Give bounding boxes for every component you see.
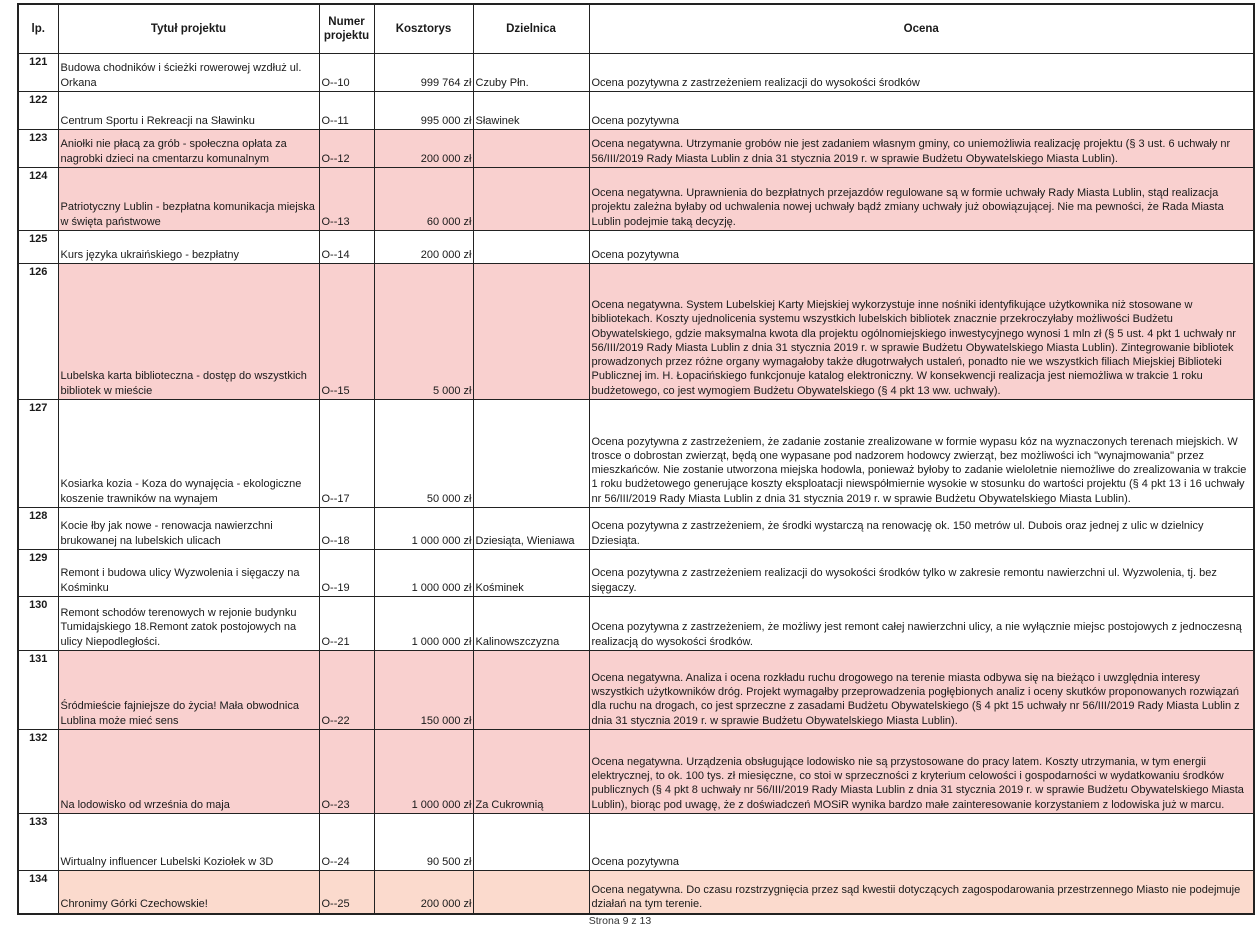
row-lp: 133 — [18, 814, 58, 871]
row-lp: 129 — [18, 550, 58, 597]
table-row — [18, 168, 1254, 231]
table-row — [18, 130, 1254, 168]
table-row — [18, 651, 1254, 730]
row-lp: 134 — [18, 871, 58, 914]
row-title: Aniołki nie płacą za grób - społeczna opłata za nagrobki dzieci na cmentarzu komunalnym — [58, 130, 319, 168]
row-district: Kośminek — [473, 550, 589, 597]
row-cost: 1 000 000 zł — [374, 730, 473, 814]
row-cost: 90 500 zł — [374, 814, 473, 871]
row-lp: 128 — [18, 508, 58, 550]
row-title: Kosiarka kozia - Koza do wynajęcia - ekologiczne koszenie trawników na wynajem — [58, 400, 319, 508]
header-number: Numer projektu — [319, 4, 374, 54]
row-cost: 200 000 zł — [374, 231, 473, 264]
row-evaluation: Ocena pozytywna z zastrzeżeniem realizacji do wysokości środków — [589, 54, 1254, 92]
row-cost: 50 000 zł — [374, 400, 473, 508]
row-evaluation: Ocena pozytywna — [589, 814, 1254, 871]
row-evaluation: Ocena negatywna. Analiza i ocena rozkładu ruchu drogowego na terenie miasta odbywa się na bieżąco i uwzględnia interesy wszystkich użytkowników dróg. Projekt wymagałby przeprowadzenia pogłębionych analiz i oceny skutków proponowanych rozwiązań dla ruchu na drogach, co jest sprzeczne z zasadami Budżetu Obywatelskiego (§ 4 pkt 15 uchwały nr 56/III/2019 Rady Miasta Lublin z dnia 31 stycznia 2019 r. w sprawie Budżetu Obywatelskiego Miasta Lublin). — [589, 651, 1254, 730]
table-header — [18, 4, 1254, 54]
row-district: Czuby Płn. — [473, 54, 589, 92]
page-number: Strona 9 z 13 — [588, 915, 652, 927]
row-number: O--11 — [319, 92, 374, 130]
row-cost: 995 000 zł — [374, 92, 473, 130]
row-title: Budowa chodników i ścieżki rowerowej wzdłuż ul. Orkana — [58, 54, 319, 92]
table-row — [18, 871, 1254, 914]
header-lp: lp. — [18, 4, 58, 54]
row-evaluation: Ocena negatywna. System Lubelskiej Karty Miejskiej wykorzystuje inne nośniki identyfikujące użytkownika niż stosowane w bibliotekach. Koszty ujednolicenia systemu wszystkich lubelskich bibliotek znacznie przekroczyłaby możliwości Budżetu Obywatelskiego, gdzie maksymalna kwota dla projektu ogólnomiejskiego inwestycyjnego wynosi 1 mln zł (§ 5 ust. 4 pkt 1 uchwały nr 56/III/2019 Rady Miasta Lublin z dnia 31 stycznia 2019 r. w sprawie Budżetu Obywatelskiego Miasta Lublin). Zintegrowanie bibliotek prowadzonych przez różne organy wymagałoby także długotrwałych ustaleń, ponadto nie we wszystkich filiach Miejskiej Biblioteki Publicznej im. H. Łopacińskiego funkcjonuje katalog elektroniczny. W konsekwencji realizacja jest niemożliwa w trakcie 1 roku budżetowego, co jest wymogiem Budżetu Obywatelskiego (§ 4 pkt 13 ww. uchwały). — [589, 264, 1254, 400]
row-district: Dziesiąta, Wieniawa — [473, 508, 589, 550]
row-number: O--25 — [319, 871, 374, 914]
row-district — [473, 400, 589, 508]
row-number: O--12 — [319, 130, 374, 168]
row-number: O--24 — [319, 814, 374, 871]
header-cost: Kosztorys — [374, 4, 473, 54]
row-lp: 131 — [18, 651, 58, 730]
row-title: Lubelska karta biblioteczna - dostęp do wszystkich bibliotek w mieście — [58, 264, 319, 400]
row-evaluation: Ocena pozytywna — [589, 231, 1254, 264]
row-evaluation: Ocena pozytywna z zastrzeżeniem, że środki wystarczą na renowację ok. 150 metrów ul. Dubois oraz jednej z ulic w dzielnicy Dziesiąta. — [589, 508, 1254, 550]
row-evaluation: Ocena pozytywna z zastrzeżeniem realizacji do wysokości środków tylko w zakresie remontu nawierzchni ul. Wyzwolenia, tj. bez sięgaczy. — [589, 550, 1254, 597]
table-row — [18, 54, 1254, 92]
table-row — [18, 92, 1254, 130]
header-evaluation: Ocena — [589, 4, 1254, 54]
row-district: Za Cukrownią — [473, 730, 589, 814]
row-cost: 60 000 zł — [374, 168, 473, 231]
row-cost: 5 000 zł — [374, 264, 473, 400]
row-evaluation: Ocena negatywna. Utrzymanie grobów nie jest zadaniem własnym gminy, co uniemożliwia realizację projektu (§ 3 ust. 6 uchwały nr 56/III/2019 Rady Miasta Lublin z dnia 31 stycznia 2019 r. w sprawie Budżetu Obywatelskiego Miasta Lublin). — [589, 130, 1254, 168]
row-cost: 200 000 zł — [374, 871, 473, 914]
row-number: O--18 — [319, 508, 374, 550]
row-cost: 1 000 000 zł — [374, 550, 473, 597]
row-number: O--22 — [319, 651, 374, 730]
row-number: O--14 — [319, 231, 374, 264]
row-title: Remont i budowa ulicy Wyzwolenia i sięgaczy na Kośminku — [58, 550, 319, 597]
row-number: O--17 — [319, 400, 374, 508]
row-title: Remont schodów terenowych w rejonie budynku Tumidajskiego 18.Remont zatok postojowych na ulicy Niepodległości. — [58, 597, 319, 651]
table-row — [18, 597, 1254, 651]
row-lp: 125 — [18, 231, 58, 264]
row-evaluation: Ocena negatywna. Do czasu rozstrzygnięcia przez sąd kwestii dotyczących zagospodarowania przestrzennego Miasto nie podejmuje działań na tym terenie. — [589, 871, 1254, 914]
row-lp: 123 — [18, 130, 58, 168]
row-lp: 132 — [18, 730, 58, 814]
row-district — [473, 651, 589, 730]
row-cost: 1 000 000 zł — [374, 508, 473, 550]
row-number: O--13 — [319, 168, 374, 231]
row-cost: 999 764 zł — [374, 54, 473, 92]
table-row — [18, 231, 1254, 264]
table-row — [18, 550, 1254, 597]
row-lp: 126 — [18, 264, 58, 400]
table-row — [18, 730, 1254, 814]
row-evaluation: Ocena pozytywna z zastrzeżeniem, że zadanie zostanie zrealizowane w formie wypasu kóz na wyznaczonych terenach miejskich. W trosce o dobrostan zwierząt, będą one wypasane pod nadzorem hodowcy zwierząt, bez możliwości ich "wynajmowania" przez mieszkańców. Nie zostanie utworzona miejska hodowla, ponieważ byłoby to zadanie wieloletnie niemożliwe do zrealizowania w trakcie 1 roku budżetowego generujące koszty eksploatacji niewspółmiernie wysokie w stosunku do wartości projektu (§ 4 pkt 13 i 16 uchwały nr 56/III/2019 Rady Miasta Lublin z dnia 31 stycznia 2019 r. w sprawie Budżetu Obywatelskiego Miasta Lublin). — [589, 400, 1254, 508]
row-title: Na lodowisko od września do maja — [58, 730, 319, 814]
row-cost: 200 000 zł — [374, 130, 473, 168]
row-number: O--21 — [319, 597, 374, 651]
row-number: O--19 — [319, 550, 374, 597]
row-evaluation: Ocena pozytywna z zastrzeżeniem, że możliwy jest remont całej nawierzchni ulicy, a nie wyłącznie miejsc postojowych z jednoczesną realizacją do wysokości środków. — [589, 597, 1254, 651]
row-lp: 121 — [18, 54, 58, 92]
row-title: Kurs języka ukraińskiego - bezpłatny — [58, 231, 319, 264]
row-lp: 124 — [18, 168, 58, 231]
projects-table — [17, 3, 1255, 915]
table-row — [18, 400, 1254, 508]
row-title: Patriotyczny Lublin - bezpłatna komunikacja miejska w święta państwowe — [58, 168, 319, 231]
row-number: O--23 — [319, 730, 374, 814]
row-district: Kalinowszczyzna — [473, 597, 589, 651]
row-district — [473, 168, 589, 231]
row-district — [473, 871, 589, 914]
row-district — [473, 264, 589, 400]
table-row — [18, 264, 1254, 400]
row-title: Centrum Sportu i Rekreacji na Sławinku — [58, 92, 319, 130]
header-district: Dzielnica — [473, 4, 589, 54]
row-number: O--15 — [319, 264, 374, 400]
row-title: Wirtualny influencer Lubelski Koziołek w 3D — [58, 814, 319, 871]
row-district — [473, 130, 589, 168]
row-evaluation: Ocena pozytywna — [589, 92, 1254, 130]
row-evaluation: Ocena negatywna. Urządzenia obsługujące lodowisko nie są przystosowane do pracy latem. Koszty utrzymania, w tym energii elektrycznej, to ok. 100 tys. zł miesięczne, co stoi w sprzeczności z kryterium celowości i gospodarności w wydatkowaniu środków publicznych (§ 4 pkt 8 uchwały nr 56/III/2019 Rady Miasta Lublin z dnia 31 stycznia 2019 r. w sprawie Budżetu Obywatelskiego Miasta Lublin), biorąc pod uwagę, że z doświadczeń MOSiR wynika bardzo małe zainteresowanie korzystaniem z lodowiska już w marcu. — [589, 730, 1254, 814]
row-district: Sławinek — [473, 92, 589, 130]
row-title: Chronimy Górki Czechowskie! — [58, 871, 319, 914]
table-row — [18, 508, 1254, 550]
table-row — [18, 814, 1254, 871]
row-lp: 122 — [18, 92, 58, 130]
row-district — [473, 814, 589, 871]
row-number: O--10 — [319, 54, 374, 92]
row-cost: 1 000 000 zł — [374, 597, 473, 651]
row-lp: 127 — [18, 400, 58, 508]
row-title: Śródmieście fajniejsze do życia! Mała obwodnica Lublina może mieć sens — [58, 651, 319, 730]
header-title: Tytuł projektu — [58, 4, 319, 54]
row-title: Kocie łby jak nowe - renowacja nawierzchni brukowanej na lubelskich ulicach — [58, 508, 319, 550]
row-cost: 150 000 zł — [374, 651, 473, 730]
row-lp: 130 — [18, 597, 58, 651]
row-district — [473, 231, 589, 264]
row-evaluation: Ocena negatywna. Uprawnienia do bezpłatnych przejazdów regulowane są w formie uchwały Rady Miasta Lublin, stąd realizacja projektu zależna byłaby od uchwalenia nowej uchwały bądź zmiany uchwały już obowiązującej. Nie ma pewności, że Rada Miasta Lublin podejmie taką decyzję. — [589, 168, 1254, 231]
